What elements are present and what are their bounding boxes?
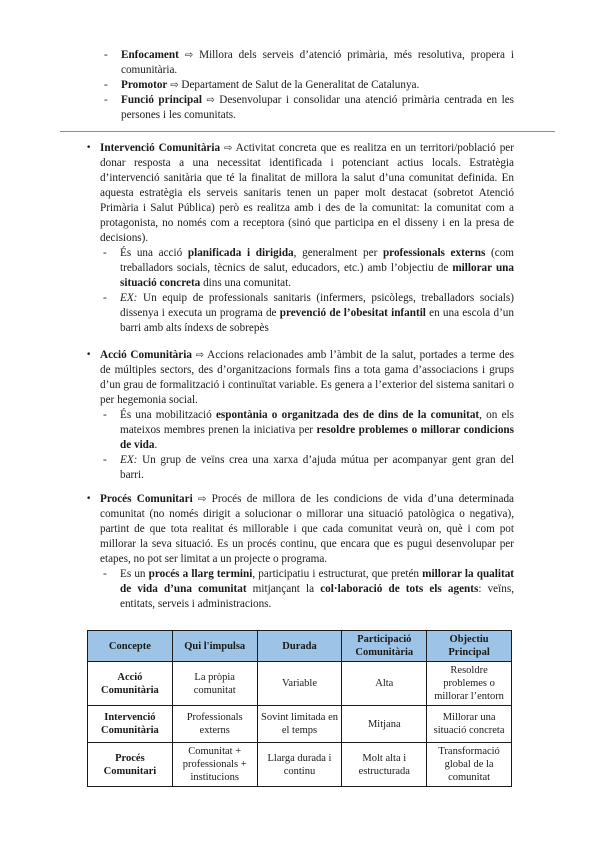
- term: Acció Comunitària: [100, 349, 192, 361]
- list-item-funcio: [104, 93, 514, 123]
- item-text: Millora dels serveis d’atenció primària, més resolutiva, propera i comunitària.: [121, 49, 514, 76]
- column-header: Durada: [257, 631, 342, 662]
- table-cell: Procés Comunitari: [88, 743, 173, 787]
- definition-text: Activitat concreta que es realitza en un territori/població per donar resposta a una necessitat identificada i potenciant actius locals. Estratègia d’intervenció sanitària que té la finalitat de millora la salut d’una comunitat definida. En aquesta estratègia els serveis sanitaris tenen un paper molt destacat (sobretot Atenció Primària i Salut Pública) però es realitza amb i des de la comunitat: la comunitat com a protagonista, no només com a receptora (sinó que participa en el disseny i en la presa de decisions).: [100, 142, 514, 244]
- arrow-icon: ⇨: [206, 95, 215, 106]
- text: , on els mateixos membres prenen la iniciativa per: [120, 409, 515, 436]
- table-cell: La pròpia comunitat: [172, 662, 257, 706]
- column-header: Concepte: [88, 631, 173, 662]
- text: És una acció: [120, 247, 188, 259]
- term: Enfocament: [121, 49, 179, 61]
- column-header: Objectiu Principal: [427, 631, 512, 662]
- comparison-table: [87, 630, 512, 787]
- bullet-icon: •: [86, 494, 92, 504]
- term: Funció principal: [121, 94, 202, 106]
- emphasis: prevenció de l’obesitat infantil: [279, 307, 426, 319]
- emphasis: resoldre problemes o millorar condicions de vida: [120, 424, 514, 451]
- table-cell: Variable: [257, 662, 342, 706]
- emphasis: millorar una situació concreta: [120, 262, 514, 289]
- table-cell: Intervenció Comunitària: [88, 706, 173, 743]
- arrow-icon: ⇨: [224, 143, 233, 154]
- emphasis: col·laboració de tots els agents: [320, 583, 479, 595]
- table-cell: Comunitat + professionals + institucions: [172, 743, 257, 787]
- table-cell: Mitjana: [342, 706, 427, 743]
- emphasis: professionals externs: [382, 247, 486, 259]
- item-text: Departament de Salut de la Generalitat de Catalunya.: [178, 79, 420, 91]
- example-label: EX:: [120, 454, 138, 466]
- sub-item-description: [103, 246, 514, 291]
- definition-accio: [86, 348, 514, 408]
- definition-intervencio: [86, 141, 514, 246]
- arrow-icon: ⇨: [170, 80, 179, 91]
- term: Promotor: [121, 79, 168, 91]
- table-row: [88, 743, 512, 787]
- definition-text: Accions relacionades amb l’àmbit de la salut, portades a terme des de múltiples sectors, des d’organitzacions formals fins a tota gama d’associacions i grups d’un grau de formalització i continuïtat variable. Es genera a l’exterior del sistema sanitari o per hegemonia social.: [100, 349, 515, 406]
- table-cell: Millorar una situació concreta: [427, 706, 512, 743]
- text: , generalment per: [293, 247, 383, 259]
- table-cell: Molt alta i estructurada: [342, 743, 427, 787]
- table-cell: Transformació global de la comunitat: [427, 743, 512, 787]
- table-row: [88, 662, 512, 706]
- section-accio: [86, 348, 514, 483]
- arrow-icon: ⇨: [198, 494, 207, 505]
- text: en una escola d’un barri amb alts índexs de sobrepès: [120, 307, 514, 334]
- emphasis: procés a llarg termini: [148, 568, 253, 580]
- definition-proces: [86, 492, 514, 567]
- table-row: [88, 706, 512, 743]
- text: mitjançant la: [246, 583, 321, 595]
- text: .: [154, 439, 158, 451]
- term: Intervenció Comunitària: [100, 142, 221, 154]
- table-cell: Resoldre problemes o millorar l’entorn: [427, 662, 512, 706]
- table-header-row: [88, 631, 512, 662]
- emphasis: planificada i dirigida: [187, 247, 294, 259]
- sub-item-example: [103, 453, 514, 483]
- text: Un grup de veïns crea una xarxa d’ajuda mútua per acompanyar gent gran del barri.: [120, 454, 514, 481]
- section-intervencio: [86, 141, 514, 336]
- table-cell: Sovint limitada en el temps: [257, 706, 342, 743]
- section-proces: [86, 492, 514, 612]
- text: (com treballadors socials, tècnics de salut, educadors, etc.) amb l’objectiu de: [120, 247, 514, 274]
- item-text: Desenvolupar i consolidar una atenció primària centrada en les persones i les comunitats.: [121, 94, 515, 121]
- text: Es un: [120, 568, 149, 580]
- text: : veïns, entitats, serveis i administracions.: [120, 583, 514, 610]
- sub-item-example: [103, 291, 514, 336]
- bullet-icon: •: [86, 143, 92, 153]
- section-divider: [60, 131, 555, 132]
- list-item-promotor: [104, 78, 514, 93]
- list-item-enfocament: [104, 48, 514, 78]
- table-cell: Professionals externs: [172, 706, 257, 743]
- table-cell: Alta: [342, 662, 427, 706]
- sub-item-description: [103, 567, 514, 612]
- emphasis: espontània o organitzada des de dins de la comunitat: [215, 409, 480, 421]
- top-list: [104, 48, 514, 123]
- arrow-icon: ⇨: [195, 350, 205, 361]
- table-cell: Acció Comunitària: [88, 662, 173, 706]
- bullet-icon: •: [86, 350, 92, 360]
- column-header: Participació Comunitària: [342, 631, 427, 662]
- term: Procés Comunitari: [100, 493, 193, 505]
- example-label: EX:: [120, 292, 138, 304]
- table-cell: Llarga durada i continu: [257, 743, 342, 787]
- text: Un equip de professionals sanitaris (infermers, psicòlegs, treballadors socials) dissenya i executa un programa de: [120, 292, 514, 319]
- text: , participatiu i estructurat, que pretén: [252, 568, 423, 580]
- sub-item-description: [103, 408, 514, 453]
- text: dins una comunitat.: [200, 277, 291, 289]
- definition-text: Procés de millora de les condicions de vida d’una determinada comunitat (no només dirigit a solucionar o millorar una situació patològica o negativa), partint de que tota realitat és millorable i que cada comunitat veurà on, què i com pot millorar la seva situació. Es un procés continu, que encara que es pugui desenvolupar per etapes, no pot ser limitat a un projecte o programa.: [100, 493, 515, 565]
- arrow-icon: ⇨: [184, 50, 194, 61]
- emphasis: millorar la qualitat de vida d’una comunitat: [120, 568, 515, 595]
- text: És una mobilització: [120, 409, 216, 421]
- column-header: Qui l'impulsa: [172, 631, 257, 662]
